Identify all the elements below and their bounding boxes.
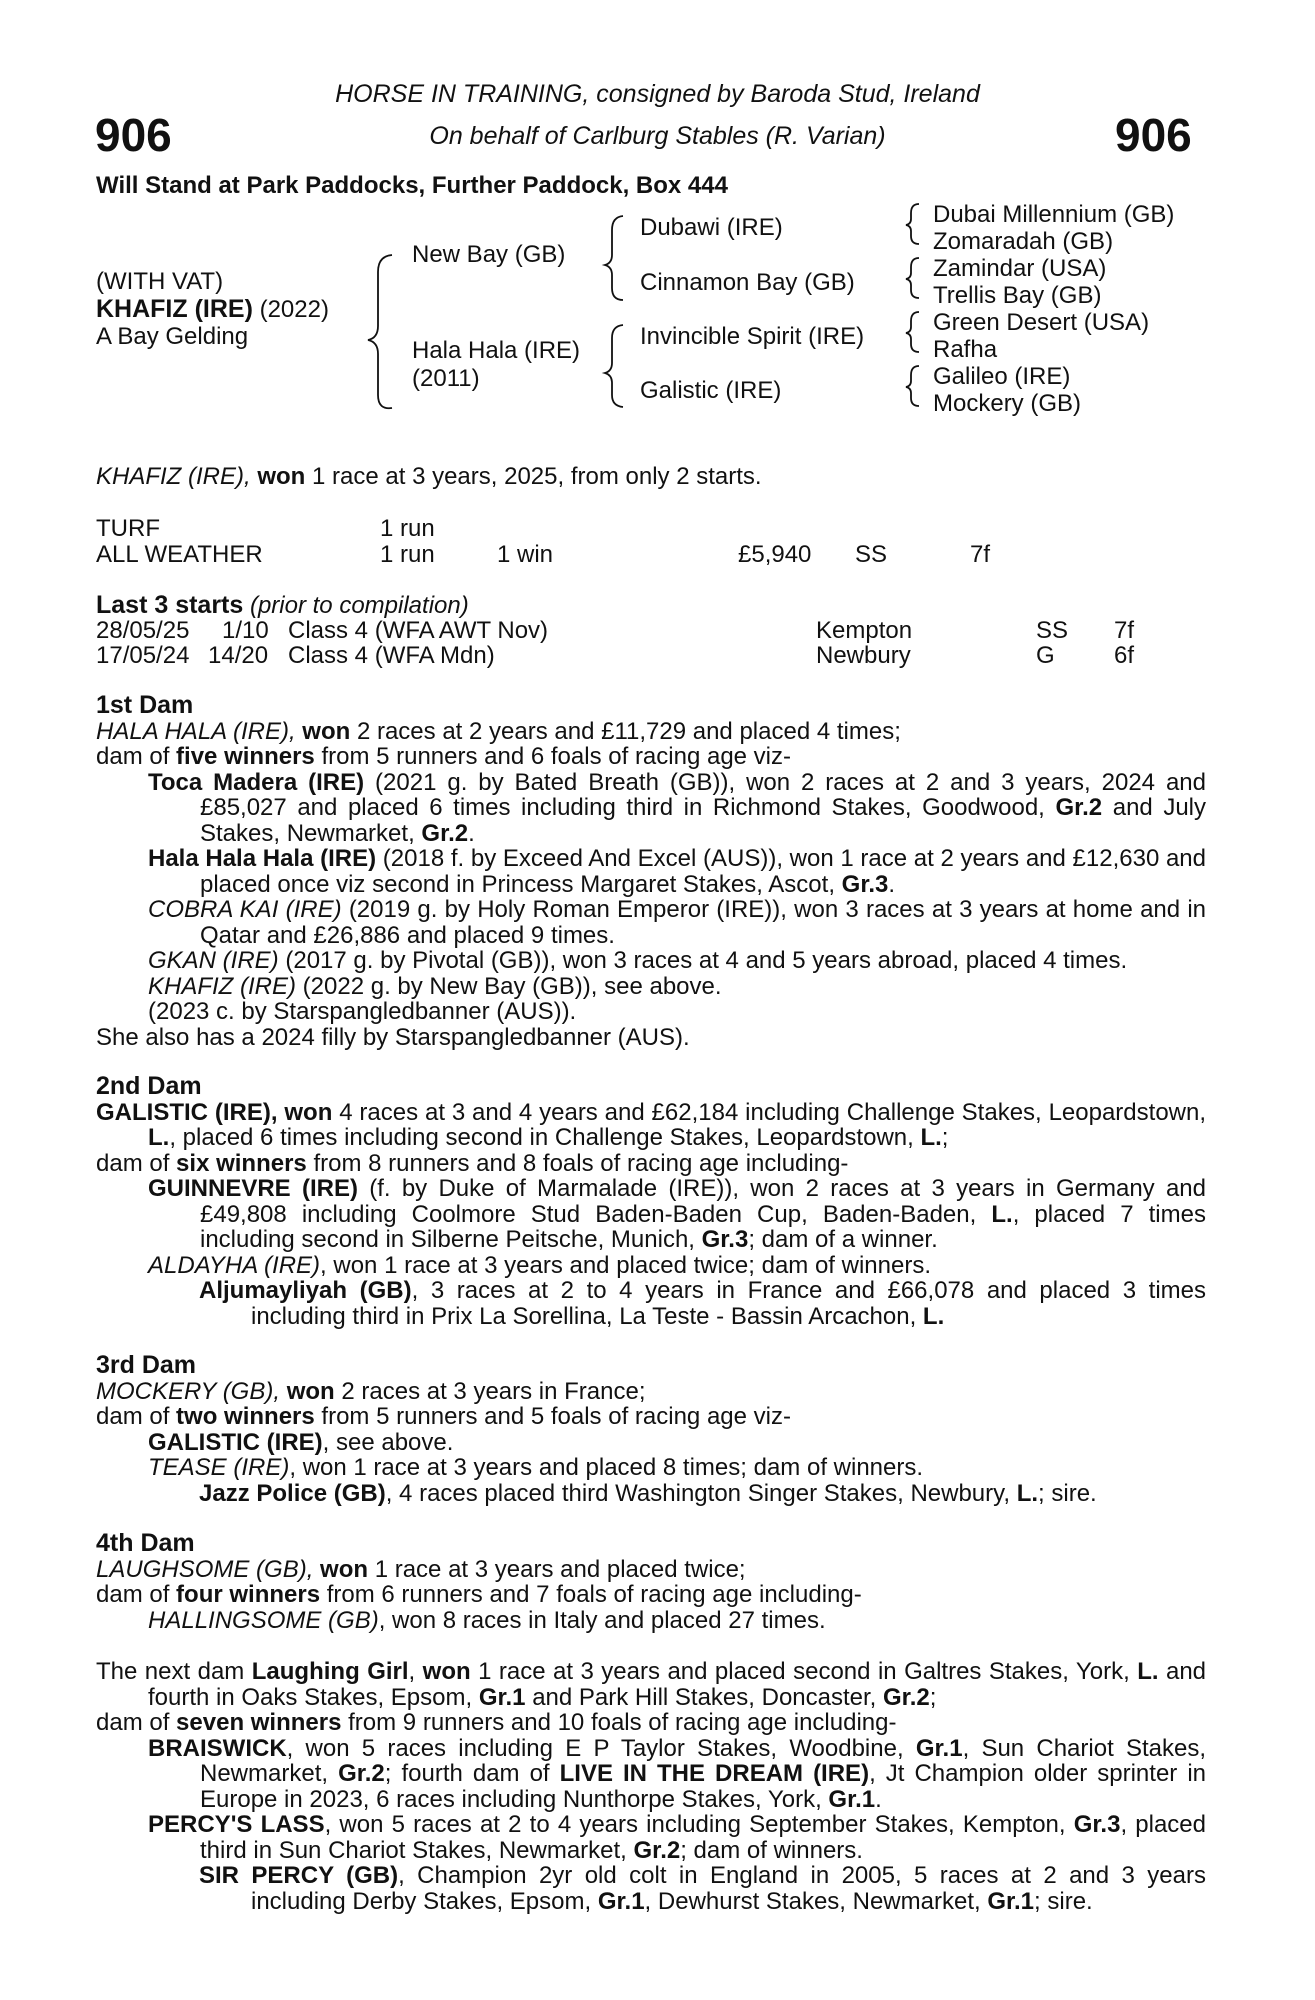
brais-detail-2: , Sun Chariot Stakes, Newmarket, xyxy=(200,1734,1207,1787)
produce-detail: from 9 runners and 10 foals of racing age including- xyxy=(348,1709,897,1736)
fourth-dam-produce xyxy=(96,1582,1206,1608)
sdd: Trellis Bay (GB) xyxy=(933,282,1102,309)
race-summary xyxy=(96,463,762,491)
toca-name: Toca Madera (IRE) xyxy=(148,768,365,796)
start-2-course: Newbury xyxy=(816,642,911,669)
produce-detail: from 6 runners and 7 foals of racing age including- xyxy=(326,1581,862,1608)
produce-detail: from 8 runners and 8 foals of racing age including- xyxy=(313,1149,849,1177)
dds: Galileo (IRE) xyxy=(933,363,1071,390)
galistic-detail: 4 races at 3 and 4 years and £62,184 including Challenge Stakes, Leopardstown, xyxy=(339,1098,1207,1126)
behalf-line: On behalf of Carlburg Stables (R. Varian) xyxy=(429,122,886,150)
start-1-course: Kempton xyxy=(816,617,913,644)
percy-detail-1: , won 5 races at 2 to 4 years including September Stakes, Kempton, xyxy=(324,1811,1066,1838)
hala-detail: (2018 f. by Exceed And Excel (AUS)), won 1 race at 2 years and £12,630 and placed once viz second in Princess Margaret Stakes, Ascot, xyxy=(200,845,1207,898)
produce-khafiz xyxy=(96,974,1206,1000)
gkan-name: GKAN (IRE) xyxy=(148,947,279,974)
lot-number-right: 906 xyxy=(1115,109,1192,161)
dam-of: dam of xyxy=(96,1581,170,1608)
gal-detail: , see above. xyxy=(322,1428,454,1456)
khafiz-detail: (2022 g. by New Bay (GB)), see above. xyxy=(302,972,722,1000)
alj-listed: L. xyxy=(922,1302,945,1330)
next-detail-2: and fourth in Oaks Stakes, Epsom, xyxy=(148,1658,1207,1711)
start-2-race: Class 4 (WFA Mdn) xyxy=(288,642,495,669)
dsd: Rafha xyxy=(933,336,998,363)
vat-note: (WITH VAT) xyxy=(96,268,224,295)
sir-grade-1: Gr.1 xyxy=(597,1887,645,1915)
horse-year: (2022) xyxy=(259,296,329,323)
won-word: won xyxy=(422,1658,471,1685)
fourth-dam-line xyxy=(96,1557,1206,1583)
ald-detail: , won 1 race at 3 years and placed twice; dam of winners. xyxy=(320,1251,932,1279)
brais-name: BRAISWICK xyxy=(148,1734,287,1762)
stand-location: Will Stand at Park Paddocks, Further Paddock, Box 444 xyxy=(96,172,728,199)
produce-tease xyxy=(96,1455,1206,1481)
cobra-detail: (2019 g. by Holy Roman Emperor (IRE)), won 3 races at 3 years at home and in Qatar and £26,886 and placed 9 times. xyxy=(200,896,1207,949)
guin-end: ; dam of a winner. xyxy=(748,1226,938,1253)
fourth-dam-section xyxy=(96,1531,1206,1633)
third-dam-line xyxy=(96,1379,1206,1405)
horse-description: A Bay Gelding xyxy=(96,323,249,350)
hall-name: HALLINGSOME (GB) xyxy=(148,1606,379,1634)
produce-hala-hala-hala xyxy=(96,846,1206,897)
produce-detail: from 5 runners and 5 foals of racing age viz- xyxy=(321,1403,791,1430)
toca-detail: (2021 g. by Bated Breath (GB)), won 2 races at 2 and 3 years, 2024 and £85,027 and placed 6 times including third in Richmond Stakes, Goodwood, xyxy=(200,768,1206,821)
second-dam-produce xyxy=(96,1151,1206,1177)
second-dam-line xyxy=(96,1100,1206,1151)
guin-name: GUINNEVRE (IRE) xyxy=(148,1175,358,1202)
first-dam-produce xyxy=(96,744,1206,770)
produce-guinnevre xyxy=(96,1176,1206,1253)
mockery-detail: 2 races at 3 years in France; xyxy=(341,1377,646,1405)
winners-count: five winners xyxy=(176,743,315,770)
galistic-name: GALISTIC (IRE), xyxy=(96,1098,278,1126)
laughing-girl-name: Laughing Girl xyxy=(251,1658,409,1685)
winners-count: six winners xyxy=(176,1149,307,1177)
brais-end: . xyxy=(875,1785,882,1813)
jazz-end: ; sire. xyxy=(1038,1479,1097,1507)
laughsome-detail: 1 race at 3 years and placed twice; xyxy=(374,1555,746,1583)
dam-of: dam of xyxy=(96,1149,170,1177)
dam-year: (2011) xyxy=(412,365,480,392)
galistic-detail-2: , placed 6 times including second in Challenge Stakes, Leopardstown, xyxy=(169,1124,914,1151)
percy-detail-2: , placed third in Sun Chariot Stakes, Newmarket, xyxy=(200,1811,1207,1864)
start-1-dist: 7f xyxy=(1114,617,1135,644)
sds: Zamindar (USA) xyxy=(933,255,1107,282)
cobra-name: COBRA KAI (IRE) xyxy=(148,896,342,923)
dam-of: dam of xyxy=(96,743,170,770)
summary-won: won xyxy=(257,463,306,490)
listed-1: L. xyxy=(148,1124,170,1151)
won-word: won xyxy=(286,1377,335,1405)
toca-detail-2: and July Stakes, Newmarket, xyxy=(200,794,1207,847)
galistic-end: ; xyxy=(941,1124,949,1151)
fourth-dam-heading: 4th Dam xyxy=(96,1529,195,1557)
first-dam-heading: 1st Dam xyxy=(96,691,194,719)
summary-horse: KHAFIZ (IRE), xyxy=(96,463,251,490)
guin-detail: (f. by Duke of Marmalade (IRE)), won 2 races at 3 years in Germany and £49,808 including Coolmore Stud Baden-Baden Cup, Baden-Baden, xyxy=(200,1175,1206,1228)
winners-count: seven winners xyxy=(176,1709,342,1736)
produce-toca-madera xyxy=(96,770,1206,847)
third-dam-heading: 3rd Dam xyxy=(96,1351,197,1379)
won-word: won xyxy=(302,717,351,745)
horse-name: KHAFIZ (IRE) xyxy=(96,295,253,323)
sire: New Bay (GB) xyxy=(412,241,566,268)
dam-record: 2 races at 2 years and £11,729 and placed 4 times; xyxy=(356,717,901,745)
start-1-date: 28/05/25 xyxy=(96,617,190,644)
ddd: Mockery (GB) xyxy=(933,390,1082,417)
hala-name: Hala Hala Hala (IRE) xyxy=(148,845,377,872)
second-dam-section xyxy=(96,1074,1206,1329)
produce-galistic xyxy=(96,1430,1206,1456)
toca-grade-2: Gr.2 xyxy=(421,819,469,847)
summary-rest: 1 race at 3 years, 2025, from only 2 starts. xyxy=(312,463,762,490)
record-turf-runs: 1 run xyxy=(380,515,435,542)
consignor-line: HORSE IN TRAINING, consigned by Baroda Stud, Ireland xyxy=(335,80,980,108)
produce-braiswick xyxy=(96,1736,1206,1813)
brais-grade-2: Gr.2 xyxy=(338,1760,385,1787)
produce-detail: from 5 runners and 6 foals of racing age viz- xyxy=(321,743,792,770)
gkan-detail: (2017 g. by Pivotal (GB)), won 3 races at 4 and 5 years abroad, placed 4 times. xyxy=(285,947,1128,974)
winners-count: four winners xyxy=(176,1581,321,1608)
sir-grade-2: Gr.1 xyxy=(987,1887,1035,1915)
hala-grade: Gr.3 xyxy=(841,870,889,898)
next-detail-1: 1 race at 3 years and placed second in Galtres Stakes, York, xyxy=(478,1658,1130,1685)
record-aw-runs: 1 run xyxy=(380,541,435,568)
alj-name: Aljumayliyah (GB) xyxy=(199,1277,412,1304)
start-2-going: G xyxy=(1036,642,1055,669)
tease-detail: , won 1 race at 3 years and placed 8 times; dam of winners. xyxy=(289,1454,924,1481)
dam-of: dam of xyxy=(96,1403,170,1430)
sir-detail-2: , Dewhurst Stakes, Newmarket, xyxy=(644,1887,981,1915)
third-dam-produce xyxy=(96,1404,1206,1430)
produce-aljumayliyah xyxy=(96,1278,1206,1329)
tease-name: TEASE (IRE) xyxy=(148,1454,290,1481)
won-word: won xyxy=(284,1098,333,1126)
listed-2: L. xyxy=(920,1124,942,1151)
produce-gkan xyxy=(96,948,1206,974)
last-starts-note: (prior to compilation) xyxy=(249,592,469,619)
sir-percy-name: SIR PERCY (GB) xyxy=(199,1862,399,1889)
brais-detail-1: , won 5 races including E P Taylor Stakes, Woodbine, xyxy=(286,1734,904,1762)
record-aw-wins: 1 win xyxy=(497,541,554,568)
last-starts-title xyxy=(96,591,469,620)
next-detail-3: and Park Hill Stakes, Doncaster, xyxy=(532,1683,877,1711)
dam: Hala Hala (IRE) xyxy=(412,337,581,364)
next-end: ; xyxy=(929,1683,937,1711)
next-pre: The next dam xyxy=(96,1658,245,1685)
won-word: won xyxy=(320,1555,369,1583)
hala-end: . xyxy=(888,870,896,898)
record-aw-dist: 7f xyxy=(970,541,991,568)
next-dam-line: The next dam Laughing Girl, won 1 race at 3 years and placed second in Galtres Stakes, York, L. and fourth in Oaks Stakes, Epsom, Gr.1 and Park Hill Stakes, Doncaster, Gr.2; xyxy=(96,1658,1207,1711)
khafiz-name: KHAFIZ (IRE) xyxy=(148,972,296,1000)
toca-grade-1: Gr.2 xyxy=(1055,794,1103,821)
produce-2024-filly: She also has a 2024 filly by Starspangledbanner (AUS). xyxy=(96,1023,690,1051)
lot-number-left: 906 xyxy=(95,109,172,161)
jazz-detail: , 4 races placed third Washington Singer Stakes, Newbury, xyxy=(385,1479,1011,1507)
produce-hallingsome xyxy=(96,1608,1206,1634)
sire-dam: Cinnamon Bay (GB) xyxy=(640,269,855,296)
record-aw-going: SS xyxy=(855,541,888,568)
sir-detail-1: , Champion 2yr old colt in England in 2005, 5 races at 2 and 3 years including Derby Stakes, Epsom, xyxy=(251,1862,1206,1915)
mockery-name: MOCKERY (GB), xyxy=(96,1377,281,1405)
laughsome-name: LAUGHSOME (GB), xyxy=(96,1555,314,1583)
produce-jazz-police xyxy=(96,1481,1206,1507)
alj-detail: , 3 races at 2 to 4 years in France and £66,078 and placed 3 times including third in Prix La Sorellina, La Teste - Bassin Arcachon, xyxy=(251,1277,1206,1330)
next-listed: L. xyxy=(1137,1658,1159,1685)
start-2-date: 17/05/24 xyxy=(96,642,190,669)
first-dam-line xyxy=(96,719,1206,745)
next-dam-section xyxy=(96,1659,1206,1914)
live-in-the-dream: LIVE IN THE DREAM (IRE) xyxy=(559,1760,870,1787)
record-aw-prize: £5,940 xyxy=(738,541,812,568)
start-1-pos: 1/10 xyxy=(222,617,269,644)
percy-grade-2: Gr.2 xyxy=(633,1836,681,1864)
sire-sire: Dubawi (IRE) xyxy=(640,214,783,241)
sss: Dubai Millennium (GB) xyxy=(933,201,1175,228)
next-grade-1: Gr.1 xyxy=(478,1683,526,1711)
dam-dam: Galistic (IRE) xyxy=(640,377,782,404)
dam-sire: Invincible Spirit (IRE) xyxy=(640,323,865,350)
start-2-pos: 14/20 xyxy=(208,642,269,669)
hall-detail: , won 8 races in Italy and placed 27 times. xyxy=(378,1606,826,1634)
sir-end: ; sire. xyxy=(1034,1887,1093,1915)
produce-aldayha xyxy=(96,1253,1206,1279)
dss: Green Desert (USA) xyxy=(933,309,1150,336)
produce-percys-lass xyxy=(96,1812,1206,1863)
last-starts-heading: Last 3 starts xyxy=(96,591,244,619)
winners-count: two winners xyxy=(176,1403,315,1430)
record-turf-surface: TURF xyxy=(96,515,160,542)
guin-listed: L. xyxy=(991,1200,1013,1228)
dam-of: dam of xyxy=(96,1709,170,1736)
toca-end: . xyxy=(468,819,475,847)
brais-detail-4: , Jt Champion older sprinter in Europe in 2023, 6 races including Nunthorpe Stakes, York, xyxy=(200,1760,1206,1813)
jazz-listed: L. xyxy=(1016,1479,1039,1507)
third-dam-section xyxy=(96,1353,1206,1506)
dam-name: HALA HALA (IRE), xyxy=(96,717,296,745)
percy-name: PERCY'S LASS xyxy=(148,1811,325,1838)
produce-cobra-kai xyxy=(96,897,1206,948)
ssd: Zomaradah (GB) xyxy=(933,228,1114,255)
produce-sir-percy xyxy=(96,1863,1206,1914)
guin-grade: Gr.3 xyxy=(701,1226,749,1253)
brais-grade-3: Gr.1 xyxy=(828,1785,876,1813)
ald-name: ALDAYHA (IRE) xyxy=(148,1251,321,1279)
jazz-name: Jazz Police (GB) xyxy=(199,1479,386,1507)
next-dam-produce xyxy=(96,1710,1206,1736)
percy-end: ; dam of winners. xyxy=(680,1836,863,1864)
record-aw-surface: ALL WEATHER xyxy=(96,541,263,568)
guin-detail-2: , placed 7 times including second in Silberne Peitsche, Munich, xyxy=(200,1200,1206,1253)
percy-grade-1: Gr.3 xyxy=(1073,1811,1121,1838)
start-1-going: SS xyxy=(1036,617,1069,644)
brais-grade-1: Gr.1 xyxy=(915,1734,963,1762)
second-dam-heading: 2nd Dam xyxy=(96,1072,202,1100)
brais-detail-3: ; fourth dam of xyxy=(384,1760,550,1787)
start-2-dist: 6f xyxy=(1114,642,1135,669)
first-dam-section xyxy=(96,693,1206,1050)
start-1-race: Class 4 (WFA AWT Nov) xyxy=(288,617,549,644)
produce-2023-colt: (2023 c. by Starspangledbanner (AUS)). xyxy=(148,998,577,1025)
next-grade-2: Gr.2 xyxy=(883,1683,930,1711)
gal-name: GALISTIC (IRE) xyxy=(148,1428,323,1456)
